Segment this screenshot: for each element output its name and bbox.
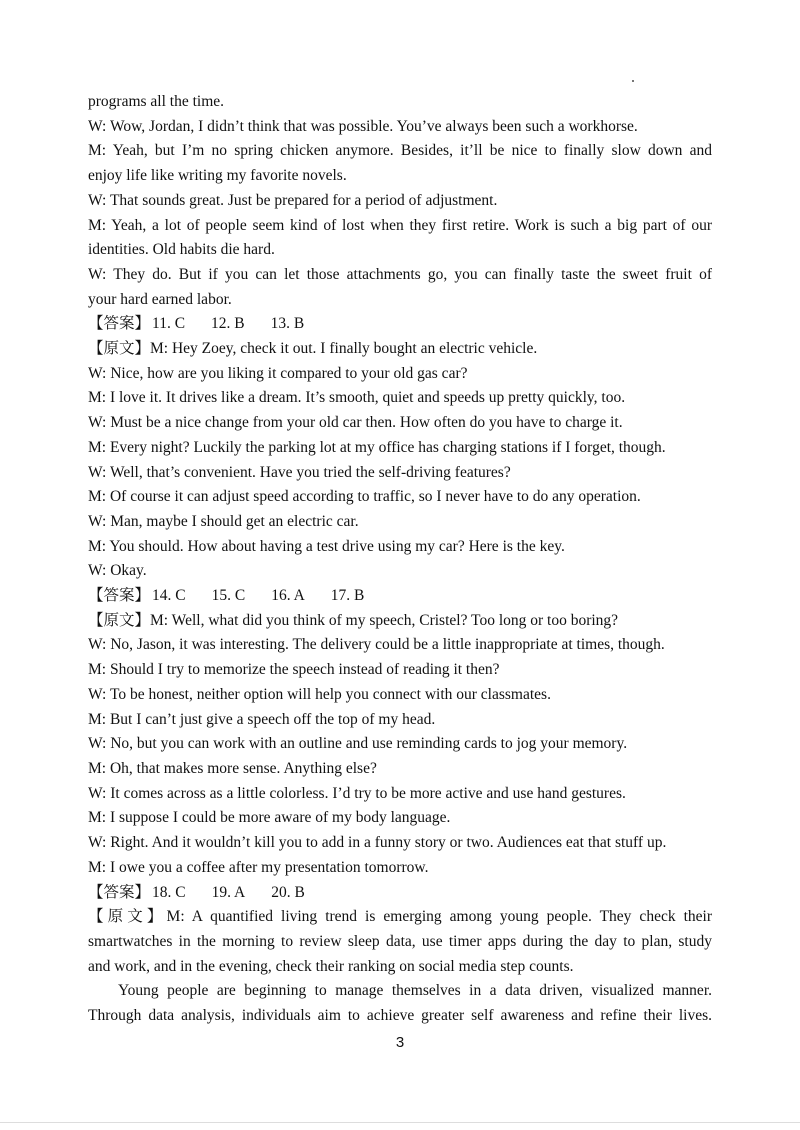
answer-item: 14. C <box>152 587 186 605</box>
text-line: M: Yeah, a lot of people seem kind of lost when they first retire. Work is such a big part of our <box>88 216 712 234</box>
answer-item: 20. B <box>271 883 305 901</box>
text-line: 【原文】M: Well, what did you think of my speech, Cristel? Too long or too boring? <box>88 611 619 629</box>
text-line: M: Yeah, but I’m no spring chicken anymore. Besides, it’ll be nice to finally slow down and <box>88 142 712 160</box>
text-line: your hard earned labor. <box>88 290 232 308</box>
text-line: Through data analysis, individuals aim to achieve greater self awareness and refine their lives. <box>88 1007 712 1025</box>
bottom-edge-line <box>0 1122 800 1123</box>
text-line: M: You should. How about having a test drive using my car? Here is the key. <box>88 537 565 555</box>
answer-item: 18. C <box>152 883 186 901</box>
text-line: Young people are beginning to manage themselves in a data driven, visualized manner. <box>118 982 712 1000</box>
text-line: W: Nice, how are you liking it compared to your old gas car? <box>88 364 468 382</box>
page-number: 3 <box>395 1034 405 1051</box>
text-line: M: But I can’t just give a speech off the top of my head. <box>88 710 436 728</box>
dialogue-speech <box>88 609 712 881</box>
answer-key-2 <box>88 584 712 609</box>
answer-item: 11. C <box>152 315 186 333</box>
text-line: W: Wow, Jordan, I didn’t think that was possible. You’ve always been such a workhorse. <box>88 117 638 135</box>
passage-quantified-living <box>88 905 712 1029</box>
text-line: M: I suppose I could be more aware of my body language. <box>88 809 451 827</box>
text-line: W: To be honest, neither option will help you connect with our classmates. <box>88 685 551 703</box>
text-line: W: They do. But if you can let those attachments go, you can finally taste the sweet fruit of <box>88 265 712 283</box>
text-line: W: Right. And it wouldn’t kill you to add in a funny story or two. Audiences eat that stuff up. <box>88 834 667 852</box>
text-line: 【原文】M: Hey Zoey, check it out. I finally bought an electric vehicle. <box>88 340 538 358</box>
text-line: M: I owe you a coffee after my presentation tomorrow. <box>88 858 429 876</box>
text-line: W: No, but you can work with an outline and use reminding cards to jog your memory. <box>88 735 628 753</box>
text-line: W: That sounds great. Just be prepared for a period of adjustment. <box>88 191 498 209</box>
text-line: M: Of course it can adjust speed according to traffic, so I never have to do any operation. <box>88 488 641 506</box>
text-line: and work, and in the evening, check their ranking on social media step counts. <box>88 957 574 975</box>
text-line: M: Should I try to memorize the speech instead of reading it then? <box>88 661 500 679</box>
text-line: programs all the time. <box>88 93 225 110</box>
text-line: enjoy life like writing my favorite novels. <box>88 167 347 185</box>
answer-item: 16. A <box>271 587 305 605</box>
answer-label: 【答案】 <box>88 883 151 901</box>
text-line: W: Man, maybe I should get an electric car. <box>88 512 359 530</box>
answer-label: 【答案】 <box>88 587 151 605</box>
text-line: W: Well, that’s convenient. Have you tried the self-driving features? <box>88 463 511 481</box>
text-line: W: Must be a nice change from your old car then. How often do you have to charge it. <box>88 414 623 432</box>
text-line: W: It comes across as a little colorless. I’d try to be more active and use hand gestures. <box>88 784 626 802</box>
dialogue-electric-vehicle <box>88 337 712 584</box>
answer-key-1 <box>88 312 712 337</box>
scan-speck <box>632 80 634 82</box>
answer-item: 12. B <box>211 315 245 333</box>
text-line: M: Oh, that makes more sense. Anything else? <box>88 759 377 777</box>
document-page <box>88 90 712 1029</box>
text-line: W: No, Jason, it was interesting. The delivery could be a little inappropriate at times, though. <box>88 636 665 654</box>
answer-item: 17. B <box>330 587 365 605</box>
text-line: identities. Old habits die hard. <box>88 241 275 259</box>
answer-item: 15. C <box>211 587 246 605</box>
answer-item: 13. B <box>270 315 305 333</box>
text-line: M: I love it. It drives like a dream. It’s smooth, quiet and speeds up pretty quickly, too. <box>88 389 626 407</box>
dialogue-continued <box>88 90 712 312</box>
text-line: W: Okay. <box>88 562 147 580</box>
text-line: 【原文】M: A quantified living trend is emerging among young people. They check their <box>88 908 712 926</box>
text-line: M: Every night? Luckily the parking lot at my office has charging stations if I forget, though. <box>88 438 666 456</box>
answer-item: 19. A <box>211 883 246 901</box>
answer-key-3 <box>88 881 712 906</box>
answer-label: 【答案】 <box>88 315 151 333</box>
text-line: smartwatches in the morning to review sleep data, use timer apps during the day to plan, study <box>88 932 712 950</box>
